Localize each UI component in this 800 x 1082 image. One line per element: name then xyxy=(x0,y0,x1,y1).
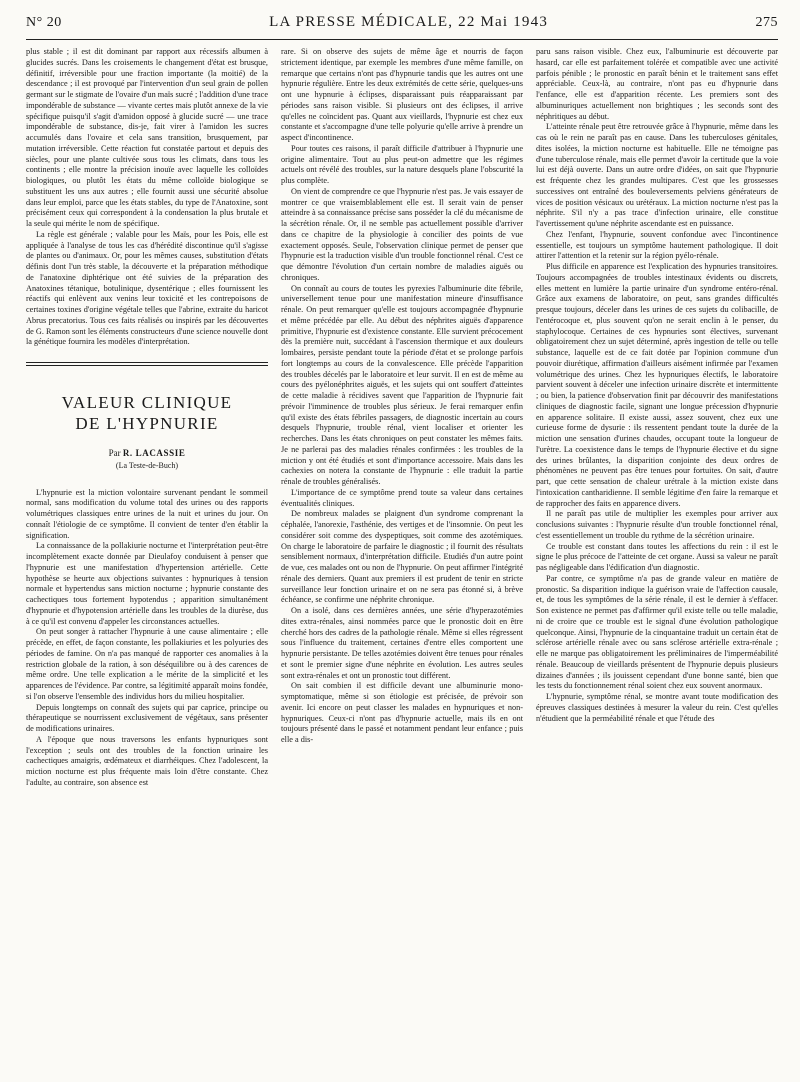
paragraph: L'importance de ce symptôme prend toute sa valeur dans certaines éventualités cliniques. xyxy=(281,487,523,508)
author-prefix: Par xyxy=(108,448,121,458)
author-name: R. LACASSIE xyxy=(122,448,186,458)
paragraph: On a isolé, dans ces dernières années, une série d'hyperazotémies dites extra-rénales, ainsi nommées parce que le pronostic doit en être cherché hors des cadres de la pathologie rénale. Même si elles régressent sous l'influence du traitement, certaines d'entre elles comportent une hypnurie persistante. De telles azotémies doivent être tenues pour rénales et sont le premier signe d'une néphrite en évolution. Les autres seules sont extra-rénales et ont un pronostic tout différent. xyxy=(281,606,523,680)
paragraph: On sait combien il est difficile devant une albuminurie mono-symptomatique, même si son étiologie est précisée, de prévoir son avenir. Ici encore on peut classer les malades en hypnuriques et non-hypnuriques. Ceux-ci n'ont pas d'hypnurie actuelle, mais ils en ont toujours présenté dans le passé et notamment pendant leur enfance ; puis elle a dis- xyxy=(281,681,523,744)
paragraph: Plus difficile en apparence est l'explication des hypnuries transitoires. Toujours accompagnées de troubles intestinaux évidents ou discrets, elles mettent en lumière la partie urinaire d'un syndrome entéro-rénal. Grâce aux examens de laboratoire, on peut, sans grandes difficultés presque toujours, déceler dans les urines de ces sujets du colibacille, de l'entérocoque et, plus souvent qu'on ne serait enclin à le penser, du staphylocoque. Certaines de ces hypnuries sont électives, survenant obligatoirement chez un sujet déterminé, après ingestion de telle ou telle substance, laquelle est de ce fait dotée par l'opinion commune d'un pouvoir diurétique, affirmation d'ailleurs aisément infirmée par l'examen volumétrique des urines. Chez les hypnuriques électifs, le laboratoire parvient souvent à déceler une infection urinaire discrète et intermittente ; ou bien, la patience d'observation finit par découvrir des manifestations cliniques de diagnostic facile, signant une longue précession d'hypnurie en apparence solitaire. Il existe aussi, assez souvent, chez eux une curieuse forme de dysurie : ils ressentent pendant toute la durée de la miction une sensation d'urines chaudes, occupant toute la longueur de l'urètre. La coexistence dans le temps de l'hypnurie élective et du signe des urines brûlantes, la disparition conjointe des deux ordres de phénomènes ne peuvent pas être tenues pour fortuites. On sait, d'autre part, que cette sensation de chaleur urétrale à la miction existe dans l'intoxication cantharidienne. Il semble légitime d'en faire la remarque et de rapprocher des faits en apparence divers. xyxy=(536,262,778,508)
paragraph: Ce trouble est constant dans toutes les affections du rein : il est le signe le plus précoce de l'atteinte de cet organe. Aussi sa valeur ne paraît pas négligeable dans l'édification d'un diagnostic. xyxy=(536,541,778,572)
article-title-line: VALEUR CLINIQUE xyxy=(61,393,233,412)
running-header xyxy=(26,14,778,40)
paragraph: paru sans raison visible. Chez eux, l'albuminurie est découverte par hasard, car elle est parfaitement tolérée et compatible avec une activité parfois pénible ; le pronostic en paraît bénin et le traitement sans effet appréciable. Ceux-là, au contraire, n'ont pas eu d'hypnurie dans l'enfance, elle est d'apparition récente. Les premiers sont des albuminuriques actuellement non brightiques ; les seconds sont des néphritiques au début. xyxy=(536,47,778,121)
paragraph: On peut songer à rattacher l'hypnurie à une cause alimentaire ; elle précède, en effet, de façon constante, les pollakiuries et les polyuries des périodes de famine. On n'a pas manqué de rapporter ces anomalies à la restriction globale de la ration, à son déséquilibre ou à des carences de même ordre. Une telle explication a le mérite de la simplicité et les apparences de l'évidence. Par contre, sa légitimité apparaît moins fondée, si l'on observe l'ensemble des individus hors du milieu hospitalier. xyxy=(26,627,268,701)
article-title xyxy=(26,392,268,434)
paragraph: On vient de comprendre ce que l'hypnurie n'est pas. Je vais essayer de montrer ce que vraisemblablement elle est. Il serait vain de penser atteindre à sa connaissance précise sans posséder la clé du mécanisme de la sécrétion rénale. Or, il ne semble pas actuellement possible d'arriver dans ce chapitre de la physiologie à concilier des points de vue exactement opposés. Seule, l'observation clinique permet de penser que l'hypnurie est la traduction visible d'un trouble fonctionnel rénal. C'est ce que démontre l'évolution d'un certain nombre de maladies aiguës ou chroniques. xyxy=(281,186,523,282)
issue-number: N° 20 xyxy=(26,15,62,30)
paragraph: On connaît au cours de toutes les pyrexies l'albuminurie dite fébrile, universellement tenue pour une manifestation mineure d'insuffisance rénale. On peut remarquer qu'elle est toujours accompagnée d'hypnurie et même précédée par elle. Au début des néphrites aiguës d'apparence primitive, l'hypnurie est d'existence constante. Elle survient précocement dès la première nuit, succédant à l'ascension thermique et aux douleurs lombaires, persiste pendant toute la période d'état et se prolonge parfois fort longtemps au cours de la convalescence. Elle précède l'apparition des troubles décelés par le laboratoire et leur survit. Il en est de même au cours des pyélonéphrites aiguës, et les sujets qui ont souffert d'atteintes de cette maladie à récidives savent que l'apparition de l'hypnurie fait prévoir l'imminence de troubles plus sérieux. Je ferai remarquer enfin qu'il existe des états fébriles passagers, de diagnostic incertain au cours desquels l'hypnurie, trouble rénal, vient localiser et orienter les recherches. Dans les états chroniques on peut constater les mêmes faits. Je ne parlerai pas des maladies rénales confirmées : les troubles de la miction y ont été étudiés et sont d'importance accessoire. Mais dans les cachexies on notera la constante de l'hypnurie : elle traduit la partie rénale de troubles généralisés. xyxy=(281,283,523,486)
text-columns xyxy=(26,47,778,789)
article-separator xyxy=(26,362,268,366)
author-line xyxy=(26,448,268,459)
paragraph: La connaissance de la pollakiurie nocturne et l'interprétation peut-être incomplètement exacte donnée par Dieulafoy conduisent à penser que l'hypnurie est une manifestation d'hypertension artérielle. Cette hypothèse se heurte aux objections suivantes : hypnuriques à tension normale et hypertendus sans miction nocturne ; hypnurie constante des cachectiques tous fortement hypotendus ; apparition simultanément d'hypnurie et d'hypotension artérielle dans les troubles de la diurèse, dus à ce qu'il est convenu d'appeler les circonstances actuelles. xyxy=(26,541,268,626)
paragraph: rare. Si on observe des sujets de même âge et nourris de façon strictement identique, par exemple les membres d'une même famille, on remarque que certains n'ont pas d'hypnurie tandis que les autres ont une hypnurie régulière. Entre les deux extrémités de cette série, quelques-uns ont une hypnurie à éclipses, disparaissant puis réapparaissant par périodes sans raison visible. Si plusieurs ont des éclipses, il arrive qu'elles ne coïncident pas. Quant aux vieillards, l'hypnurie est chez eux constante et s'accompagne d'une telle polyurie qu'elle arrive à prendre un aspect d'incontinence. xyxy=(281,47,523,142)
column-1 xyxy=(26,47,268,789)
paragraph: L'hypnurie est la miction volontaire survenant pendant le sommeil normal, sans modification du volume total des urines ou des rapports volumétriques classiques entre urines de la nuit et urines du jour. On connaît l'étiologie de ce symptôme. Il convient de tenter d'en établir la signification. xyxy=(26,487,268,540)
paragraph: Il ne paraît pas utile de multiplier les exemples pour arriver aux conclusions suivantes : l'hypnurie résulte d'un trouble fonctionnel rénal, c'est essentiellement un trouble du rythme de la sécrétion urinaire. xyxy=(536,509,778,540)
paragraph: Chez l'enfant, l'hypnurie, souvent confondue avec l'incontinence essentielle, est toujours un symptôme hautement pathologique. Il doit attirer l'attention et la retenir sur la région pyélo-rénale. xyxy=(536,229,778,261)
journal-title: LA PRESSE MÉDICALE, 22 Mai 1943 xyxy=(269,14,549,30)
paragraph: De nombreux malades se plaignent d'un syndrome comprenant la céphalée, l'anorexie, l'asthénie, des vertiges et de l'insomnie. On peut les considérer soit comme des dyspeptiques, soit comme des azotémiques. On charge le laboratoire de parfaire le diagnostic ; il fournit des résultats sensiblement normaux, d'interprétation difficile. Etudiés d'un autre point de vue, ces malades ont ou non de l'hypnurie. On peut affirmer l'intégrité rénale des derniers. Quant aux premiers il est prudent de tenir en stricte surveillance leur fonction urinaire et on ne sera pas étonné si, à brève échéance, se confirme une néphrite chronique. xyxy=(281,509,523,605)
paragraph: Depuis longtemps on connaît des sujets qui par caprice, principe ou thérapeutique se nourrissent exclusivement de végétaux, sans présenter de modifications urinaires. xyxy=(26,702,268,733)
paragraph: L'atteinte rénale peut être retrouvée grâce à l'hypnurie, même dans les cas où le rein ne paraît pas en cause. Dans les tuberculoses génitales, dites isolées, la miction nocturne est habituelle. Elle ne témoigne pas d'une tuberculose rénale, mais elle permet d'avoir la certitude que la voie lui est déjà ouverte. Dans un autre ordre d'idées, on sait que l'hypnurie est fréquente chez les grandes multipares. C'est que les grossesses successives ont entraîné des bouleversements pelviens générateurs de vices de position vésicaux ou urétéraux. La miction nocturne n'est pas la néphrite. S'il n'y a pas trace d'infection urinaire, elle constitue l'avertissement qu'une néphrite ascendante est en puissance. xyxy=(536,122,778,228)
paragraph: La règle est générale ; valable pour les Maïs, pour les Pois, elle est appliquée à l'analyse de tous les cas d'hérédité discontinue qu'il s'agisse de plantes ou d'animaux. Or, pour les mêmes causes, substitution d'états définis dont l'un très stable, la découverte et la préparation méthodique de l'anatoxine diphtérique ont été suivies de la préparation des Anatoxines tétanique, botulinique, dysentérique ; elles fournissent les réactifs qui enlèvent aux venins leur toxicité et les contrepoisons de certaines toxines d'origine végétale telles que l'abrine, extraite du haricot Abrus precatorius. Tous ces faits réalisés ou inspirés par les découvertes de G. Ramon sont les éléments constructeurs d'une science nouvelle dont la génétique fournira les modèles d'interprétation. xyxy=(26,229,268,347)
paragraph: Par contre, ce symptôme n'a pas de grande valeur en matière de pronostic. Sa disparition indique la guérison vraie de l'affection causale, et, de tous les symptômes de la série rénale, il est le dernier à s'effacer. Son existence ne permet pas d'affirmer qu'il existe telle ou telle maladie, ni de croire que ce trouble est le signal d'une évolution pathologique quelconque. Ainsi, l'hypnurie de la cinquantaine traduit un certain état de sclérose artérielle rénale avec ou sans sclérose artérielle extra-rénale ; elle ne marque pas obligatoirement les préliminaires de l'imperméabilité rénale. Beaucoup de vieillards présentent de l'hypnurie depuis plusieurs dizaines d'années ; ils jouissent cependant d'une bonne santé, bien que les tests du fonctionnement rénal soient chez eux souvent anormaux. xyxy=(536,573,778,691)
column-2 xyxy=(281,47,523,789)
paragraph: plus stable ; il est dit dominant par rapport aux récessifs albumen à glucides sucrés. Dans les croisements le changement d'état est brusque, définitif, irréversible pour une fraction importante (la moitié) de la descendance ; il est provoqué par l'intervention d'un seul grain de pollen germant sur le stigmate de l'ovaire d'un maïs sucré ; l'addition d'une trace impondérable de substance — vivante certes mais plutôt annexe de la vie spécifique puisqu'il s'agit d'amidon opposé à glucide sucré — une trace impondérable de substance, dis-je, fait virer à l'amidon les sucres accumulés dans l'ovaire et cela sans transition, brusquement, par mutation irréversible. Cette réaction fut constatée partout et depuis des siècles, pour une plante cultivée sous tous les climats, dans tous les continents ; elle montre la précision inouïe avec laquelle les colloïdes biologiques, ou plutôt les états du même colloïde biologique se substituent les uns aux autres ; elle fournit aussi une sécurité absolue dans leur emploi, parce que les états stables, du type de l'Anatoxine, sont précisément ceux qui correspondent à la condensation la plus brutale et la seule qui mérite le nom de spécifique. xyxy=(26,47,268,228)
author-affiliation: (La Teste-de-Buch) xyxy=(115,460,179,470)
paragraph: L'hypnurie, symptôme rénal, se montre avant toute modification des épreuves classiques destinées à mesurer la valeur du rein. C'est qu'elles n'étudient que la perméabilité rénale et que l'étude des xyxy=(536,692,778,723)
article-title-line: DE L'HYPNURIE xyxy=(75,414,219,433)
page-number: 275 xyxy=(755,15,778,30)
paragraph: A l'époque que nous traversons les enfants hypnuriques sont l'exception ; seuls ont des troubles de la fonction urinaire les cachectiques amaigris, œdémateux et diarrhéiques. Chez l'adolescent, la miction nocturne est plus fréquente mais loin d'être constante. Chez l'adulte, au contraire, son absence est xyxy=(26,734,268,787)
column-3 xyxy=(536,47,778,789)
paragraph: Pour toutes ces raisons, il paraît difficile d'attribuer à l'hypnurie une origine alimentaire. Tout au plus peut-on admettre que les régimes actuels ont révélé des troubles, sur la nature desquels plane l'obscurité la plus complète. xyxy=(281,143,523,185)
